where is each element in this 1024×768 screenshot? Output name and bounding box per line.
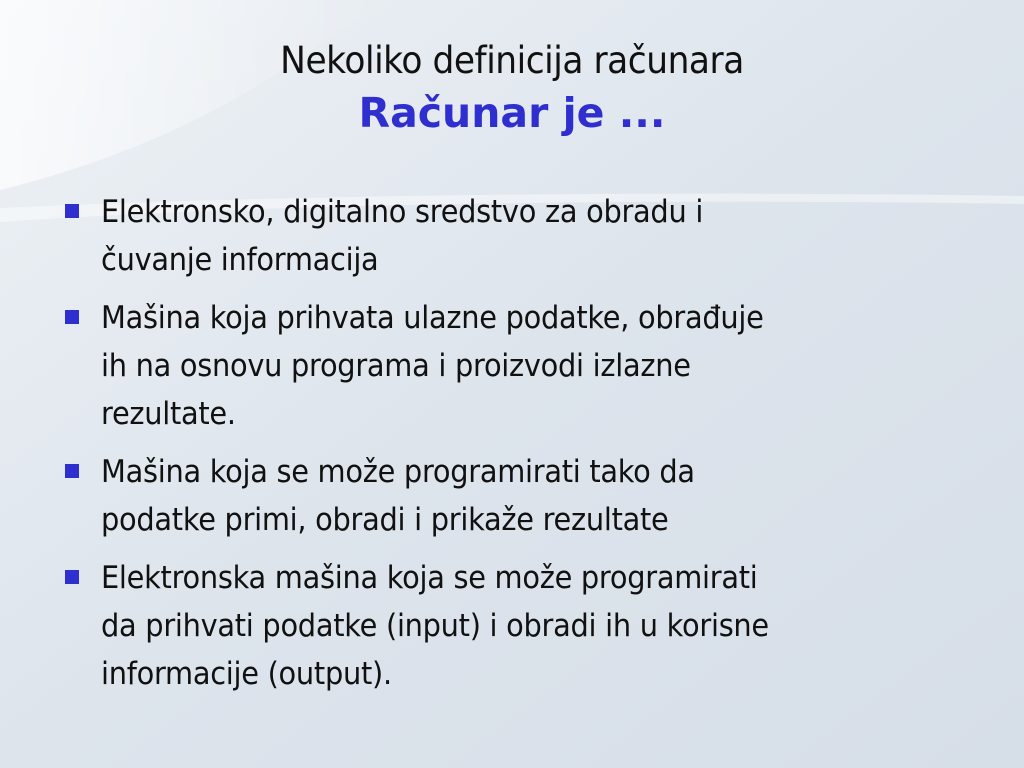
- bullet-line: da prihvati podatke (input) i obradi ih u korisne: [101, 608, 769, 644]
- bullet-line: podatke primi, obradi i prikaže rezultate: [101, 502, 669, 538]
- bullet-line: Mašina koja prihvata ulazne podatke, obrađuje: [101, 300, 764, 336]
- bullet-item: [60, 188, 960, 284]
- bullet-line: Elektronska mašina koja se može programirati: [101, 560, 758, 596]
- bullet-line: čuvanje informacija: [101, 242, 379, 278]
- bullet-item: [60, 448, 960, 544]
- slide-title-subtitle: Računar je ...: [358, 89, 666, 137]
- bullet-list: [60, 188, 960, 708]
- slide-title-main: Nekoliko definicija računara: [280, 39, 744, 82]
- square-bullet-icon: [65, 570, 79, 584]
- bullet-line: rezultate.: [101, 396, 236, 432]
- square-bullet-icon: [65, 204, 79, 218]
- bullet-line: Elektronsko, digitalno sredstvo za obradu i: [101, 194, 704, 230]
- bullet-item: [60, 294, 960, 438]
- slide-title: [0, 36, 1024, 140]
- bullet-line: informacije (output).: [101, 656, 392, 692]
- bullet-line: ih na osnovu programa i proizvodi izlazne: [101, 348, 691, 384]
- bullet-line: Mašina koja se može programirati tako da: [101, 454, 695, 490]
- square-bullet-icon: [65, 310, 79, 324]
- bullet-item: [60, 554, 960, 698]
- square-bullet-icon: [65, 464, 79, 478]
